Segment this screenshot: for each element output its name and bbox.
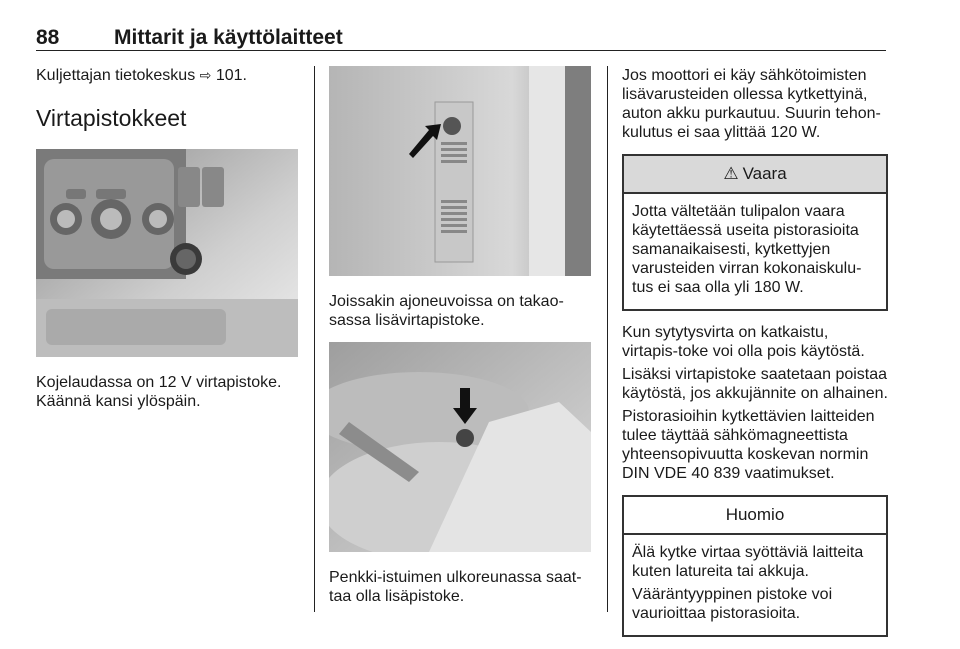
rear-socket-illustration (329, 66, 591, 276)
seat-socket-illustration (329, 342, 591, 552)
paragraph-ignition: Kun sytytysvirta on katkaistu, virtapis-toke voi olla pois käytöstä. (622, 324, 865, 360)
figure-caption-rear: Joissakin ajoneuvoissa on takao- sassa lisävirtapistoke. (329, 293, 564, 329)
figure-caption: Kojelaudassa on 12 V virtapistoke. Käännä kansi ylöspäin. (36, 374, 282, 410)
page-ref-icon: ⇨ (199, 67, 212, 83)
warning-box (622, 154, 888, 311)
paragraph-emc: Pistorasioihin kytkettävien laitteiden tulee täyttää sähkömagneettista yhteensopivuutta koskevan normin DIN VDE 40 839 vaatimukset. (622, 408, 875, 482)
intro-paragraph: Jos moottori ei käy sähkötoimisten lisävarusteiden ollessa kytkettyinä, auton akku purkautuu. Suurin tehon-kulutus ei saa ylittää 120 W. (622, 67, 881, 141)
chapter-title: Mittarit ja käyttölaitteet (114, 26, 343, 49)
paragraph-battery: Lisäksi virtapistoke saatetaan poistaa käytöstä, jos akkujännite on alhainen. (622, 366, 888, 402)
section-title: Virtapistokkeet (36, 105, 187, 131)
warning-title: Vaara (742, 164, 787, 183)
notice-header: Huomio (624, 497, 886, 535)
page-header (36, 26, 886, 52)
warning-icon: ⚠ (723, 164, 739, 183)
warning-header (624, 156, 886, 194)
column-1 (36, 66, 298, 411)
notice-body (624, 535, 886, 635)
crossref-page[interactable]: 101. (215, 67, 247, 84)
header-rule (36, 50, 886, 51)
figure-caption-seat: Penkki-istuimen ulkoreunassa saat- taa olla lisäpistoke. (329, 569, 582, 605)
page-number: 88 (36, 26, 60, 49)
column-divider-1 (314, 66, 315, 612)
warning-body (624, 194, 886, 309)
warning-text: Jotta vältetään tulipalon vaara käytettäessä useita pistorasioita samanaikaisesti, kytkettyjen varusteiden virran kokonaiskulu-tus ei saa olla yli 180 W. (632, 203, 862, 296)
column-3 (622, 66, 888, 649)
column-2 (329, 66, 591, 606)
notice-box (622, 495, 888, 637)
notice-text-2: Vääräntyyppinen pistoke voi vaurioittaa pistorasioita. (632, 586, 833, 622)
column-divider-2 (607, 66, 608, 612)
crossref (36, 66, 298, 85)
dashboard-socket-illustration (36, 149, 298, 357)
notice-text-1: Älä kytke virtaa syöttäviä laitteita kuten latureita tai akkuja. (632, 544, 864, 580)
crossref-text: Kuljettajan tietokeskus (36, 67, 196, 84)
